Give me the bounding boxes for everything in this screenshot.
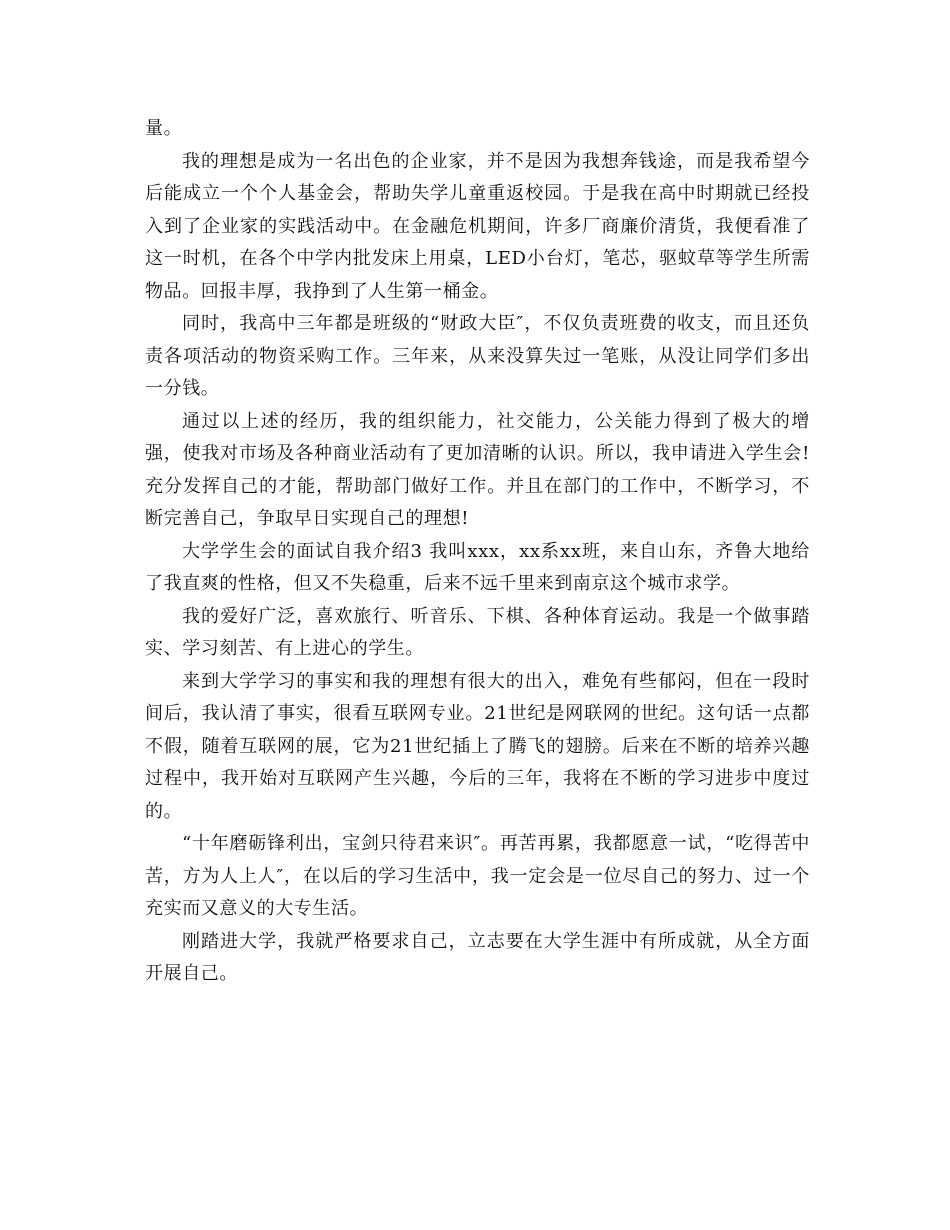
paragraph-university-start: 刚踏进大学，我就严格要求自己，立志要在大学生涯中有所成就，从全方面开展自己。 <box>145 930 810 984</box>
paragraph-abilities: 通过以上述的经历，我的组织能力，社交能力，公关能力得到了极大的增强，使我对市场及各种商业活动有了更加清晰的认识。所以，我申请进入学生会!充分发挥自己的才能，帮助部门做好工作。并且在部门的工作中，不断学习，不断完善自己，争取早日实现自己的理想! <box>145 410 810 529</box>
paragraph-ideal-entrepreneur: 我的理想是成为一名出色的企业家，并不是因为我想奔钱途，而是我希望今后能成立一个个人基金会，帮助失学儿童重返校园。于是我在高中时期就已经投入到了企业家的实践活动中。在金融危机期间，许多厂商廉价清货，我便看准了这一时机，在各个中学内批发床上用桌，LED小台灯，笔芯，驱蚊草等学生所需物品。回报丰厚，我挣到了人生第一桶金。 <box>145 150 810 302</box>
paragraph-self-intro-3: 大学学生会的面试自我介绍3 我叫xxx，xx系xx班，来自山东，齐鲁大地给了我直爽的性格，但又不失稳重，后来不远千里来到南京这个城市求学。 <box>145 540 810 594</box>
paragraph-finance-minister: 同时，我高中三年都是班级的“财政大臣″，不仅负责班费的收支，而且还负责各项活动的物资采购工作。三年来，从来没算失过一笔账，从没让同学们多出一分钱。 <box>145 313 810 399</box>
paragraph-quote: “十年磨砺锋利出，宝剑只待君来识″。再苦再累，我都愿意一试，“吃得苦中苦，方为人上人″，在以后的学习生活中，我一定会是一位尽自己的努力、过一个充实而又意义的大专生活。 <box>145 833 810 919</box>
document-body <box>145 113 810 991</box>
paragraph-hobbies: 我的爱好广泛，喜欢旅行、听音乐、下棋、各种体育运动。我是一个做事踏实、学习刻苦、有上进心的学生。 <box>145 605 810 659</box>
paragraph-internet-major: 来到大学学习的事实和我的理想有很大的出入，难免有些郁闷，但在一段时间后，我认清了事实，很看互联网专业。21世纪是网联网的世纪。这句话一点都不假，随着互联网的展，它为21世纪插上了腾飞的翅膀。后来在不断的培养兴趣过程中，我开始对互联网产生兴趣，今后的三年，我将在不断的学习进步中度过的。 <box>145 670 810 822</box>
paragraph-continuation: 量。 <box>145 118 183 139</box>
